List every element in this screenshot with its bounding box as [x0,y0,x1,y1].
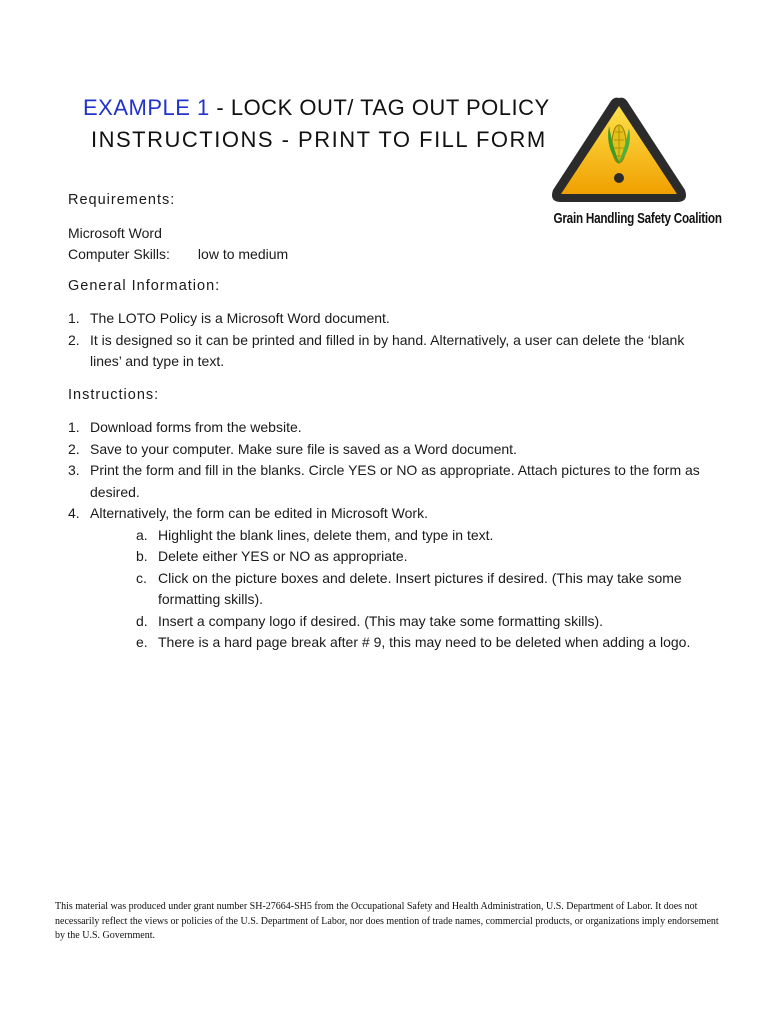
general-info-list [68,308,708,373]
skills-label: Computer Skills: [68,246,170,262]
list-item: 2. It is designed so it can be printed and filled in by hand. Alternatively, a user can delete the ‘blank lines’ and type in text. [68,331,685,369]
example-label: EXAMPLE 1 [83,95,210,120]
list-item: 2. Save to your computer. Make sure file is saved as a Word document. [68,440,517,457]
sub-list-item: c. Click on the picture boxes and delete. Insert pictures if desired. (This may take some formatting skills). [136,569,682,607]
requirements-heading: Requirements: [68,192,176,208]
skills-value: low to medium [197,246,289,262]
general-info-heading: General Information: [68,277,221,294]
sub-list-item: d. Insert a company logo if desired. (This may take some formatting skills). [136,612,604,629]
title-line1: - LOCK OUT/ TAG OUT POLICY [209,95,550,120]
sub-list-item: e. There is a hard page break after # 9, this may need to be deleted when adding a logo. [136,634,691,650]
instructions-heading: Instructions: [68,386,160,403]
sub-list-item: a. Highlight the blank lines, delete them, and type in text. [136,526,494,543]
list-item: 1. Download forms from the website. [68,419,302,435]
document-body [68,190,722,654]
list-item: 3. Print the form and fill in the blanks. Circle YES or NO as appropriate. Attach pictures to the form as desired. [68,462,700,500]
instructions-list [68,417,708,654]
sub-list-item: b. Delete either YES or NO as appropriate. [136,548,408,564]
requirement-software: Microsoft Word [68,224,162,241]
requirement-skills [68,244,708,266]
title-line2: INSTRUCTIONS - PRINT TO FILL FORM [91,127,547,152]
document-title [83,92,550,156]
list-item: 4. Alternatively, the form can be edited in Microsoft Work. [68,505,428,521]
grant-disclaimer: This material was produced under grant number SH-27664-SH5 from the Occupational Safety and Health Administration, U.S. Department of Labor. It does not necessarily reflect the views or policies of the U.S. Department of Labor, nor does mention of trade names, commercial products, or organizations imply endorsement by the U.S. Government. [55,901,719,941]
list-item: 1. The LOTO Policy is a Microsoft Word document. [68,310,390,326]
logo-caption: Grain Handling Safety Coalition [553,210,722,227]
